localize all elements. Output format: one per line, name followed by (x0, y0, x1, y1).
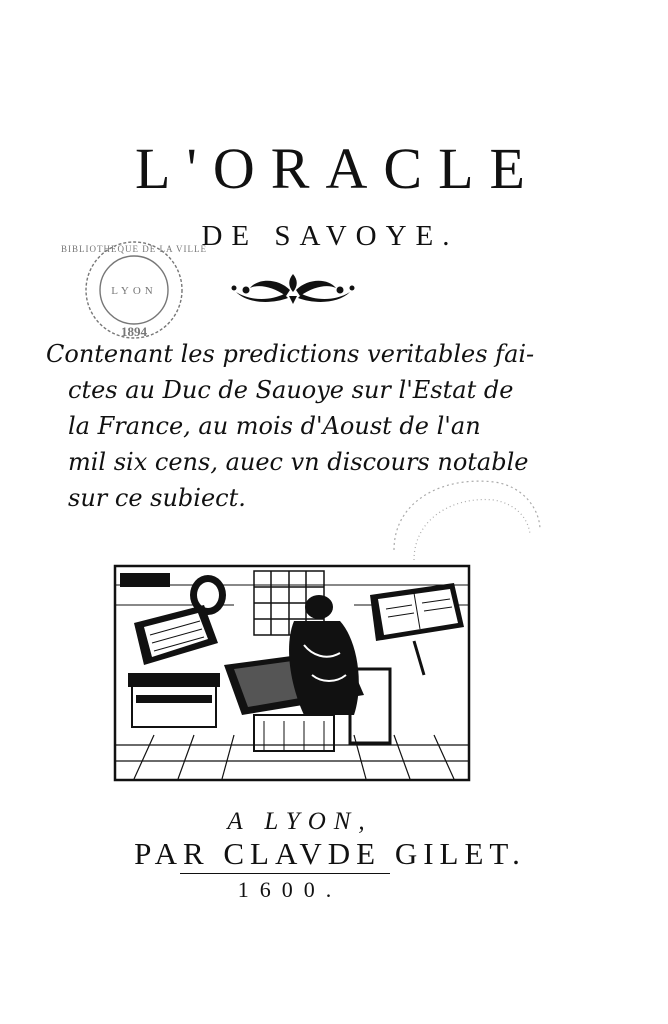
fleuron-ornament-icon (228, 270, 358, 306)
stamp-year-text: 1894 (121, 324, 147, 339)
description-line: mil six cens, auec vn discours notable (68, 448, 529, 476)
imprint-printer: PAR CLAVDE GILET. (134, 836, 526, 871)
description-text (46, 336, 546, 516)
description-line: sur ce subiect. (68, 484, 246, 512)
imprint-year: 1600. (237, 877, 343, 902)
description-line: Contenant les predictions veritables fai- (46, 340, 535, 368)
stamp-library-text: BIBLIOTHEQUE DE LA VILLE (60, 244, 208, 254)
imprint-rule (180, 873, 390, 874)
stamp-city-text: LYON (111, 285, 157, 297)
book-subtitle: DE SAVOYE. (201, 220, 459, 252)
description-line: ctes au Duc de Sauoye sur l'Estat de (68, 376, 514, 404)
woodcut-illustration (114, 565, 470, 781)
book-title: L'ORACLE (135, 136, 541, 201)
imprint-place: A LYON, (227, 808, 373, 835)
library-stamp-icon (60, 236, 208, 344)
description-line: la France, au mois d'Aoust de l'an (68, 412, 481, 440)
